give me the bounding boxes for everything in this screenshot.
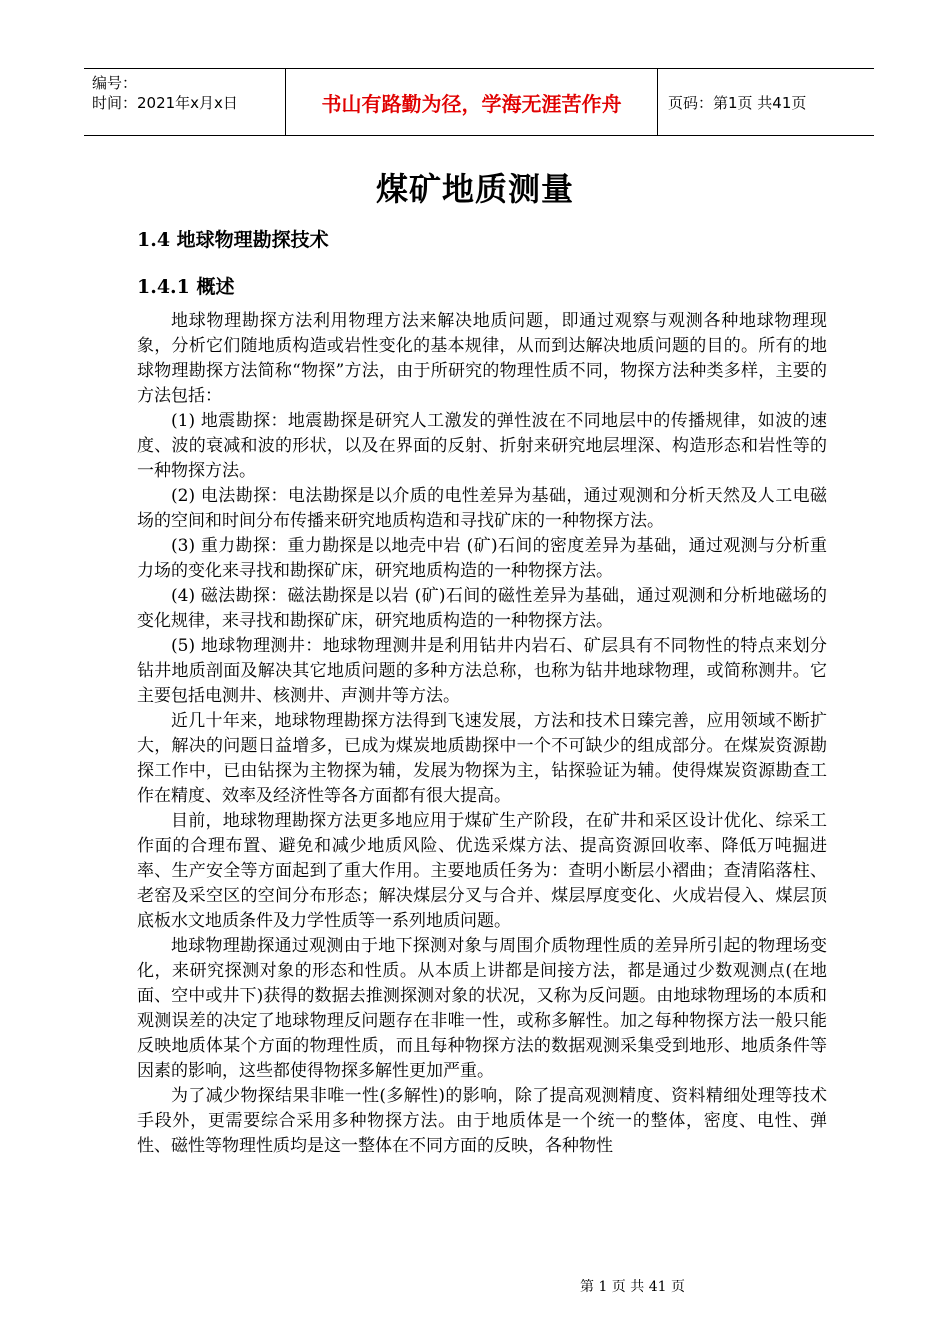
paragraph: 近几十年来，地球物理勘探方法得到飞速发展，方法和技术日臻完善，应用领域不断扩大，解决的问题日益增多，已成为煤炭地质勘探中一个不可缺少的组成部分。在煤炭资源勘探工作中，已由钻探为主物探为辅，发展为物探为主，钻探验证为辅。使得煤炭资源勘查工作在精度、效率及经济性等各方面都有很大提高。: [137, 711, 827, 806]
document-title: 煤矿地质测量: [375, 170, 574, 208]
header-page-label: 页码：第1页 共41页: [668, 93, 807, 112]
header-motto: 书山有路勤为径，学海无涯苦作舟: [286, 69, 658, 135]
paragraph: 目前，地球物理勘探方法更多地应用于煤矿生产阶段，在矿井和采区设计优化、综采工作面的合理布置、避免和减少地质风险、优选采煤方法、提高资源回收率、降低万吨掘进率、生产安全等方面起到了重大作用。主要地质任务为：查明小断层小褶曲；查清陷落柱、老窑及采空区的空间分布形态；解决煤层分叉与合并、煤层厚度变化、火成岩侵入、煤层顶底板水文地质条件及力学性质等一系列地质问题。: [137, 811, 827, 931]
paragraph: (4) 磁法勘探：磁法勘探是以岩 (矿)石间的磁性差异为基础，通过观测和分析地磁场的变化规律，来寻找和勘探矿床，研究地质构造的一种物探方法。: [137, 586, 827, 631]
document-number-label: 编号：: [92, 74, 138, 92]
paragraph: 为了减少物探结果非唯一性(多解性)的影响，除了提高观测精度、资料精细处理等技术手段外，更需要综合采用多种物探方法。由于地质体是一个统一的整体，密度、电性、弹性、磁性等物理性质均是这一整体在不同方面的反映，各种物性: [137, 1086, 827, 1156]
paragraph: (5) 地球物理测井：地球物理测井是利用钻井内岩石、矿层具有不同物性的特点来划分钻井地质剖面及解决其它地质问题的多种方法总称，也称为钻井地球物理，或简称测井。它主要包括电测井、核测井、声测井等方法。: [137, 636, 827, 706]
paragraph: (3) 重力勘探：重力勘探是以地壳中岩 (矿)石间的密度差异为基础，通过观测与分析重力场的变化来寻找和勘探矿床，研究地质构造的一种物探方法。: [137, 536, 827, 581]
header-meta-cell: [84, 69, 286, 135]
paragraph: 地球物理勘探方法利用物理方法来解决地质问题，即通过观察与观测各种地球物理现象，分析它们随地质构造或岩性变化的基本规律，从而到达解决地质问题的目的。所有的地球物理勘探方法简称“物探”方法，由于所研究的物理性质不同，物探方法种类多样，主要的方法包括：: [137, 311, 827, 406]
document-time-label: 时间：2021年x月x日: [92, 94, 238, 112]
section-heading: 1.4 地球物理勘探技术: [137, 229, 329, 251]
paragraph: 地球物理勘探通过观测由于地下探测对象与周围介质物理性质的差异所引起的物理场变化，来研究探测对象的形态和性质。从本质上讲都是间接方法，都是通过少数观测点(在地面、空中或井下)获得的数据去推测探测对象的状况，又称为反问题。由地球物理场的本质和观测误差的决定了地球物理反问题存在非唯一性，或称多解性。加之每种物探方法一般只能反映地质体某个方面的物理性质，而且每种物探方法的数据观测采集受到地形、地质条件等因素的影响，这些都使得物探多解性更加严重。: [137, 936, 827, 1081]
paragraph: (2) 电法勘探：电法勘探是以介质的电性差异为基础，通过观测和分析天然及人工电磁场的空间和时间分布传播来研究地质构造和寻找矿床的一种物探方法。: [137, 486, 827, 531]
header-table: [84, 68, 874, 136]
paragraph: (1) 地震勘探：地震勘探是研究人工激发的弹性波在不同地层中的传播规律，如波的速度、波的衰减和波的形状，以及在界面的反射、折射来研究地层埋深、构造形态和岩性等的一种物探方法。: [137, 411, 827, 481]
page-footer: 第 1 页 共 41 页: [580, 1279, 685, 1295]
subsection-heading: 1.4.1 概述: [137, 276, 235, 298]
body-text: [137, 309, 827, 1159]
